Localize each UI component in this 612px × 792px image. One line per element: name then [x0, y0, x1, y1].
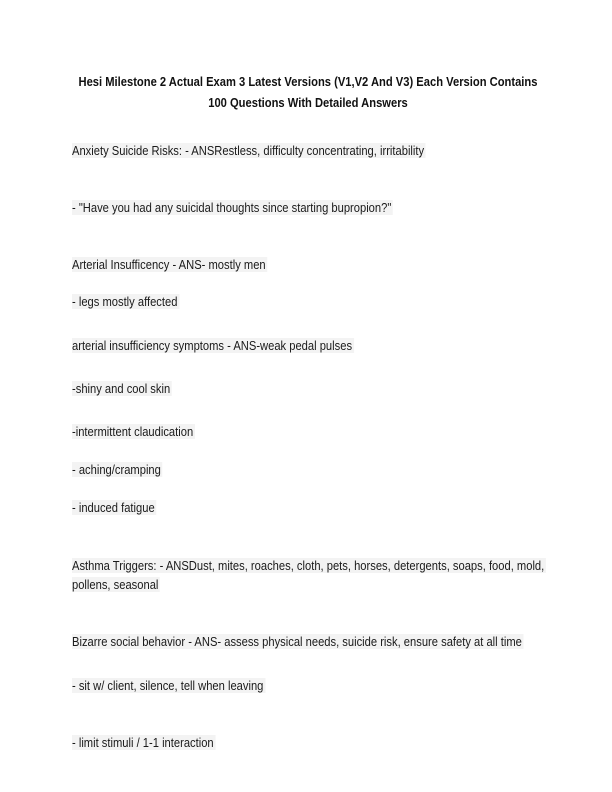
- entry-legs-affected: - legs mostly affected: [72, 294, 178, 309]
- title-line-2: 100 Questions With Detailed Answers: [208, 95, 408, 110]
- entry-bizarre-behavior: Bizarre social behavior - ANS- assess physical needs, suicide risk, ensure safety at all time: [72, 634, 522, 649]
- entry-sit-with-client: - sit w/ client, silence, tell when leaving: [72, 678, 264, 693]
- entry-anxiety-suicide-risks: Anxiety Suicide Risks: - ANSRestless, difficulty concentrating, irritability: [72, 143, 425, 158]
- entry-arterial-symptoms: arterial insufficiency symptoms - ANS-weak pedal pulses: [72, 338, 353, 353]
- document-title: [78, 71, 539, 113]
- entry-arterial-insufficiency: Arterial Insufficency - ANS- mostly men: [72, 257, 266, 272]
- entry-asthma-triggers-cont: pollens, seasonal: [72, 577, 159, 592]
- entry-aching-cramping: - aching/cramping: [72, 462, 161, 477]
- entry-shiny-skin: -shiny and cool skin: [72, 381, 171, 396]
- entry-limit-stimuli: - limit stimuli / 1-1 interaction: [72, 735, 214, 750]
- entry-induced-fatigue: - induced fatigue: [72, 500, 155, 515]
- title-line-1: Hesi Milestone 2 Actual Exam 3 Latest Versions (V1,V2 And V3) Each Version Contains: [78, 74, 538, 89]
- entry-asthma-triggers: Asthma Triggers: - ANSDust, mites, roaches, cloth, pets, horses, detergents, soaps, food, mold,: [72, 558, 545, 573]
- entry-claudication: -intermittent claudication: [72, 424, 194, 439]
- entry-bupropion-question: - "Have you had any suicidal thoughts since starting bupropion?": [72, 200, 392, 215]
